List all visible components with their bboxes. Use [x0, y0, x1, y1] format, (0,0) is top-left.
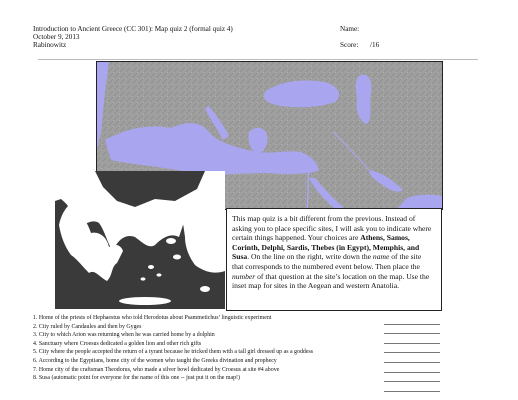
island-samos	[173, 255, 181, 260]
answer-line-4[interactable]	[384, 345, 440, 354]
answer-line-6[interactable]	[384, 364, 440, 373]
instructions-middle-2: of the site that corresponds to the numbered event below. Then place the	[232, 252, 422, 271]
island-cyclades-1	[148, 265, 154, 269]
instructions-intro: This map quiz is a bit different from the previous. Instead of asking you to place specific sites, I will ask you to indicate where certain things happened. Your choices are	[232, 214, 432, 243]
inset-map[interactable]	[55, 171, 225, 309]
header-divider	[38, 59, 478, 60]
instructions-middle-1: . On the line on the right, write down the	[247, 252, 373, 262]
island-chios	[166, 238, 176, 244]
question-list	[33, 314, 413, 383]
inset-map-drawing	[55, 171, 225, 309]
answer-lines	[384, 316, 440, 393]
question-3: 3. City to which Arion was returning when he was carried home by a dolphin	[33, 332, 215, 339]
question-1: 1. Home of the priests of Hephaestus who told Herodotus about Psammetichus’ linguistic experiment	[33, 315, 272, 321]
question-5: 5. City where the people accepted the return of a tyrant because he tricked them with a tall girl dressed up as a goddess	[33, 349, 314, 356]
question-7: 7. Home city of the craftsman Theodorus, who made a silver bowl dedicated by Croesus at site #4 above	[33, 366, 280, 373]
instructions-end: of that question at the site’s location on the map. Use the inset map for sites in the Aegean and western Anatolia.	[232, 271, 430, 291]
island-rhodes	[200, 286, 210, 292]
answer-line-1[interactable]	[384, 316, 440, 325]
emphasis-number: number	[232, 271, 256, 281]
answer-line-8[interactable]	[384, 383, 440, 392]
answer-line-5[interactable]	[384, 354, 440, 363]
island-lemnos	[159, 208, 171, 214]
course-title: Introduction to Ancient Greece (CC 301): Map quiz 2 (formal quiz 4)	[33, 25, 233, 33]
island-euboea	[139, 230, 155, 236]
island-cyclades-3	[141, 277, 146, 280]
island-cyclades-2	[157, 273, 162, 276]
site-choices: Athens, Samos, Corinth, Delphi, Sardis, Thebes (in Egypt), Memphis, and Susa	[232, 233, 420, 262]
score-label: Score:	[340, 41, 359, 49]
question-8: 8. Susa (automatic point for everyone for the name of this one -- just put it on the map!)	[33, 375, 240, 382]
question-4: 4. Sanctuary where Croesus dedicated a golden lion and other rich gifts	[33, 340, 202, 347]
instructor-name: Rabinowitz	[33, 41, 67, 49]
answer-line-2[interactable]	[384, 326, 440, 335]
island-lesbos	[178, 214, 188, 220]
name-label: Name:	[340, 25, 360, 33]
quiz-date: October 9, 2013	[33, 33, 80, 41]
answer-line-3[interactable]	[384, 335, 440, 344]
score-total: /16	[370, 41, 380, 49]
island-crete	[119, 297, 171, 305]
answer-line-7[interactable]	[384, 374, 440, 383]
emphasis-name: name	[372, 252, 390, 262]
instructions-box	[226, 208, 442, 311]
question-2: 2. City ruled by Candaules and then by Gyges	[33, 323, 142, 330]
question-6: 6. According to the Egyptians, home city of the women who taught the Greeks divination and prophecy	[33, 357, 277, 364]
